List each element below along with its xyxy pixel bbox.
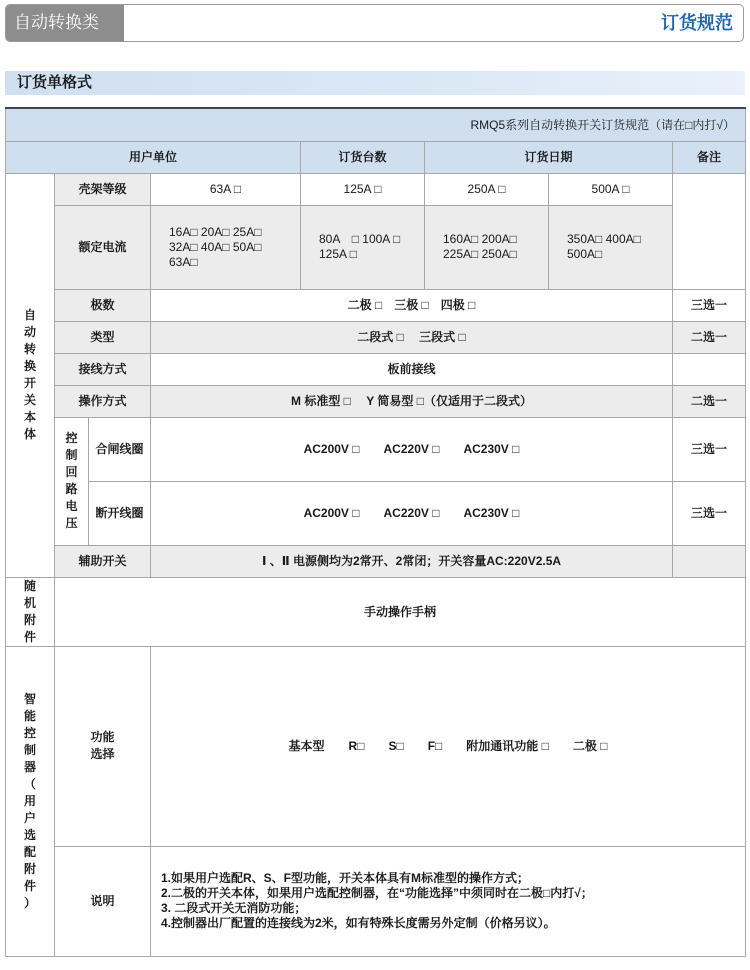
operation-row <box>6 385 746 417</box>
header-remarks: 备注 <box>673 141 746 173</box>
rated-current-options-250a[interactable]: 160A□ 200A□ 225A□ 250A□ <box>425 205 549 289</box>
aux-switch-label: 辅助开关 <box>55 545 151 577</box>
rated-current-options-63a[interactable]: 16A□ 20A□ 25A□ 32A□ 40A□ 50A□ 63A□ <box>151 205 301 289</box>
note-line: 1.如果用户选配R、S、F型功能，开关本体具有M标准型的操作方式； <box>161 871 530 885</box>
notes-label: 说明 <box>55 846 151 956</box>
type-remark: 二选一 <box>673 321 746 353</box>
poles-label: 极数 <box>55 289 151 321</box>
wiring-row <box>6 353 746 385</box>
notes-row <box>6 846 746 956</box>
category-label: 自动转换类 <box>6 5 124 41</box>
type-row <box>6 321 746 353</box>
type-options[interactable]: 二段式 □ 三段式 □ <box>151 321 673 353</box>
poles-options[interactable]: 二极 □ 三极 □ 四极 □ <box>151 289 673 321</box>
controller-group-label <box>6 646 55 956</box>
notes-content <box>151 846 746 956</box>
frame-label: 壳架等级 <box>55 173 151 205</box>
body-group-text: 自 动 转 换 开 关 本 体 <box>23 308 36 441</box>
accessories-text: 随 机 附 件 <box>23 578 36 644</box>
section-title: 订货单格式 <box>5 71 745 95</box>
rated-current-options-125a[interactable]: 80A □ 100A □ 125A □ <box>301 205 425 289</box>
closing-coil-label: 合闸线圈 <box>89 417 151 481</box>
header-user-unit: 用户单位 <box>6 141 301 173</box>
accessories-value: 手动操作手柄 <box>55 577 746 646</box>
order-form-table <box>5 107 746 957</box>
rated-current-options-500a[interactable]: 350A□ 400A□ 500A□ <box>549 205 673 289</box>
closing-coil-options[interactable]: AC200V □ AC220V □ AC230V □ <box>151 417 673 481</box>
header-order-qty: 订货台数 <box>301 141 425 173</box>
frame-option-63a[interactable]: 63A □ <box>151 173 301 205</box>
control-voltage-text: 控 制 回 路 电 压 <box>65 431 78 530</box>
poles-remark: 三选一 <box>673 289 746 321</box>
spec-title: RMQ5系列自动转换开关订货规范（请在□内打√） <box>6 108 746 141</box>
accessories-label <box>6 577 55 646</box>
operation-options[interactable]: M 标准型 □ Y 简易型 □（仅适用于二段式） <box>151 385 673 417</box>
note-line: 4.控制器出厂配置的连接线为2米，如有特殊长度需另外定制（价格另议）。 <box>161 916 556 930</box>
type-label: 类型 <box>55 321 151 353</box>
opening-coil-remark: 三选一 <box>673 481 746 545</box>
spec-title-row <box>6 108 746 141</box>
aux-switch-remark <box>673 545 746 577</box>
function-select-row <box>6 646 746 846</box>
aux-switch-value: Ⅰ 、Ⅱ 电源侧均为2常开、2常闭；开关容量AC:220V2.5A <box>151 545 673 577</box>
aux-switch-row <box>6 545 746 577</box>
operation-label: 操作方式 <box>55 385 151 417</box>
frame-option-125a[interactable]: 125A □ <box>301 173 425 205</box>
opening-coil-row-top <box>6 481 746 513</box>
body-group-label <box>6 173 55 577</box>
control-voltage-label <box>55 417 89 545</box>
header-order-date: 订货日期 <box>425 141 673 173</box>
function-select-text: 功能选择 <box>90 730 115 761</box>
operation-remark: 二选一 <box>673 385 746 417</box>
frame-row <box>6 173 746 205</box>
frame-remark <box>673 173 746 289</box>
note-line: 3. 二段式开关无消防功能； <box>161 901 307 915</box>
function-select-label <box>55 646 151 846</box>
rated-current-label: 额定电流 <box>55 205 151 289</box>
frame-option-250a[interactable]: 250A □ <box>425 173 549 205</box>
opening-coil-options[interactable]: AC200V □ AC220V □ AC230V □ <box>151 481 673 545</box>
frame-option-500a[interactable]: 500A □ <box>549 173 673 205</box>
wiring-remark <box>673 353 746 385</box>
poles-row <box>6 289 746 321</box>
function-select-options[interactable]: 基本型 R□ S□ F□ 附加通讯功能 □ 二极 □ <box>151 646 746 846</box>
closing-coil-remark: 三选一 <box>673 417 746 481</box>
rated-current-row <box>6 205 746 289</box>
closing-coil-row-top <box>6 417 746 449</box>
controller-group-text: 智 能 控 制 器 （ 用 户 选 配 附 件 ） <box>23 691 36 910</box>
column-header-row <box>6 141 746 173</box>
page-header <box>5 4 744 42</box>
opening-coil-label: 断开线圈 <box>89 481 151 545</box>
page-title: 订货规范 <box>661 13 733 33</box>
wiring-label: 接线方式 <box>55 353 151 385</box>
note-line: 2.二极的开关本体，如果用户选配控制器，在“功能选择”中须同时在二极□内打√； <box>161 886 593 900</box>
wiring-value: 板前接线 <box>151 353 673 385</box>
accessories-row <box>6 577 746 646</box>
